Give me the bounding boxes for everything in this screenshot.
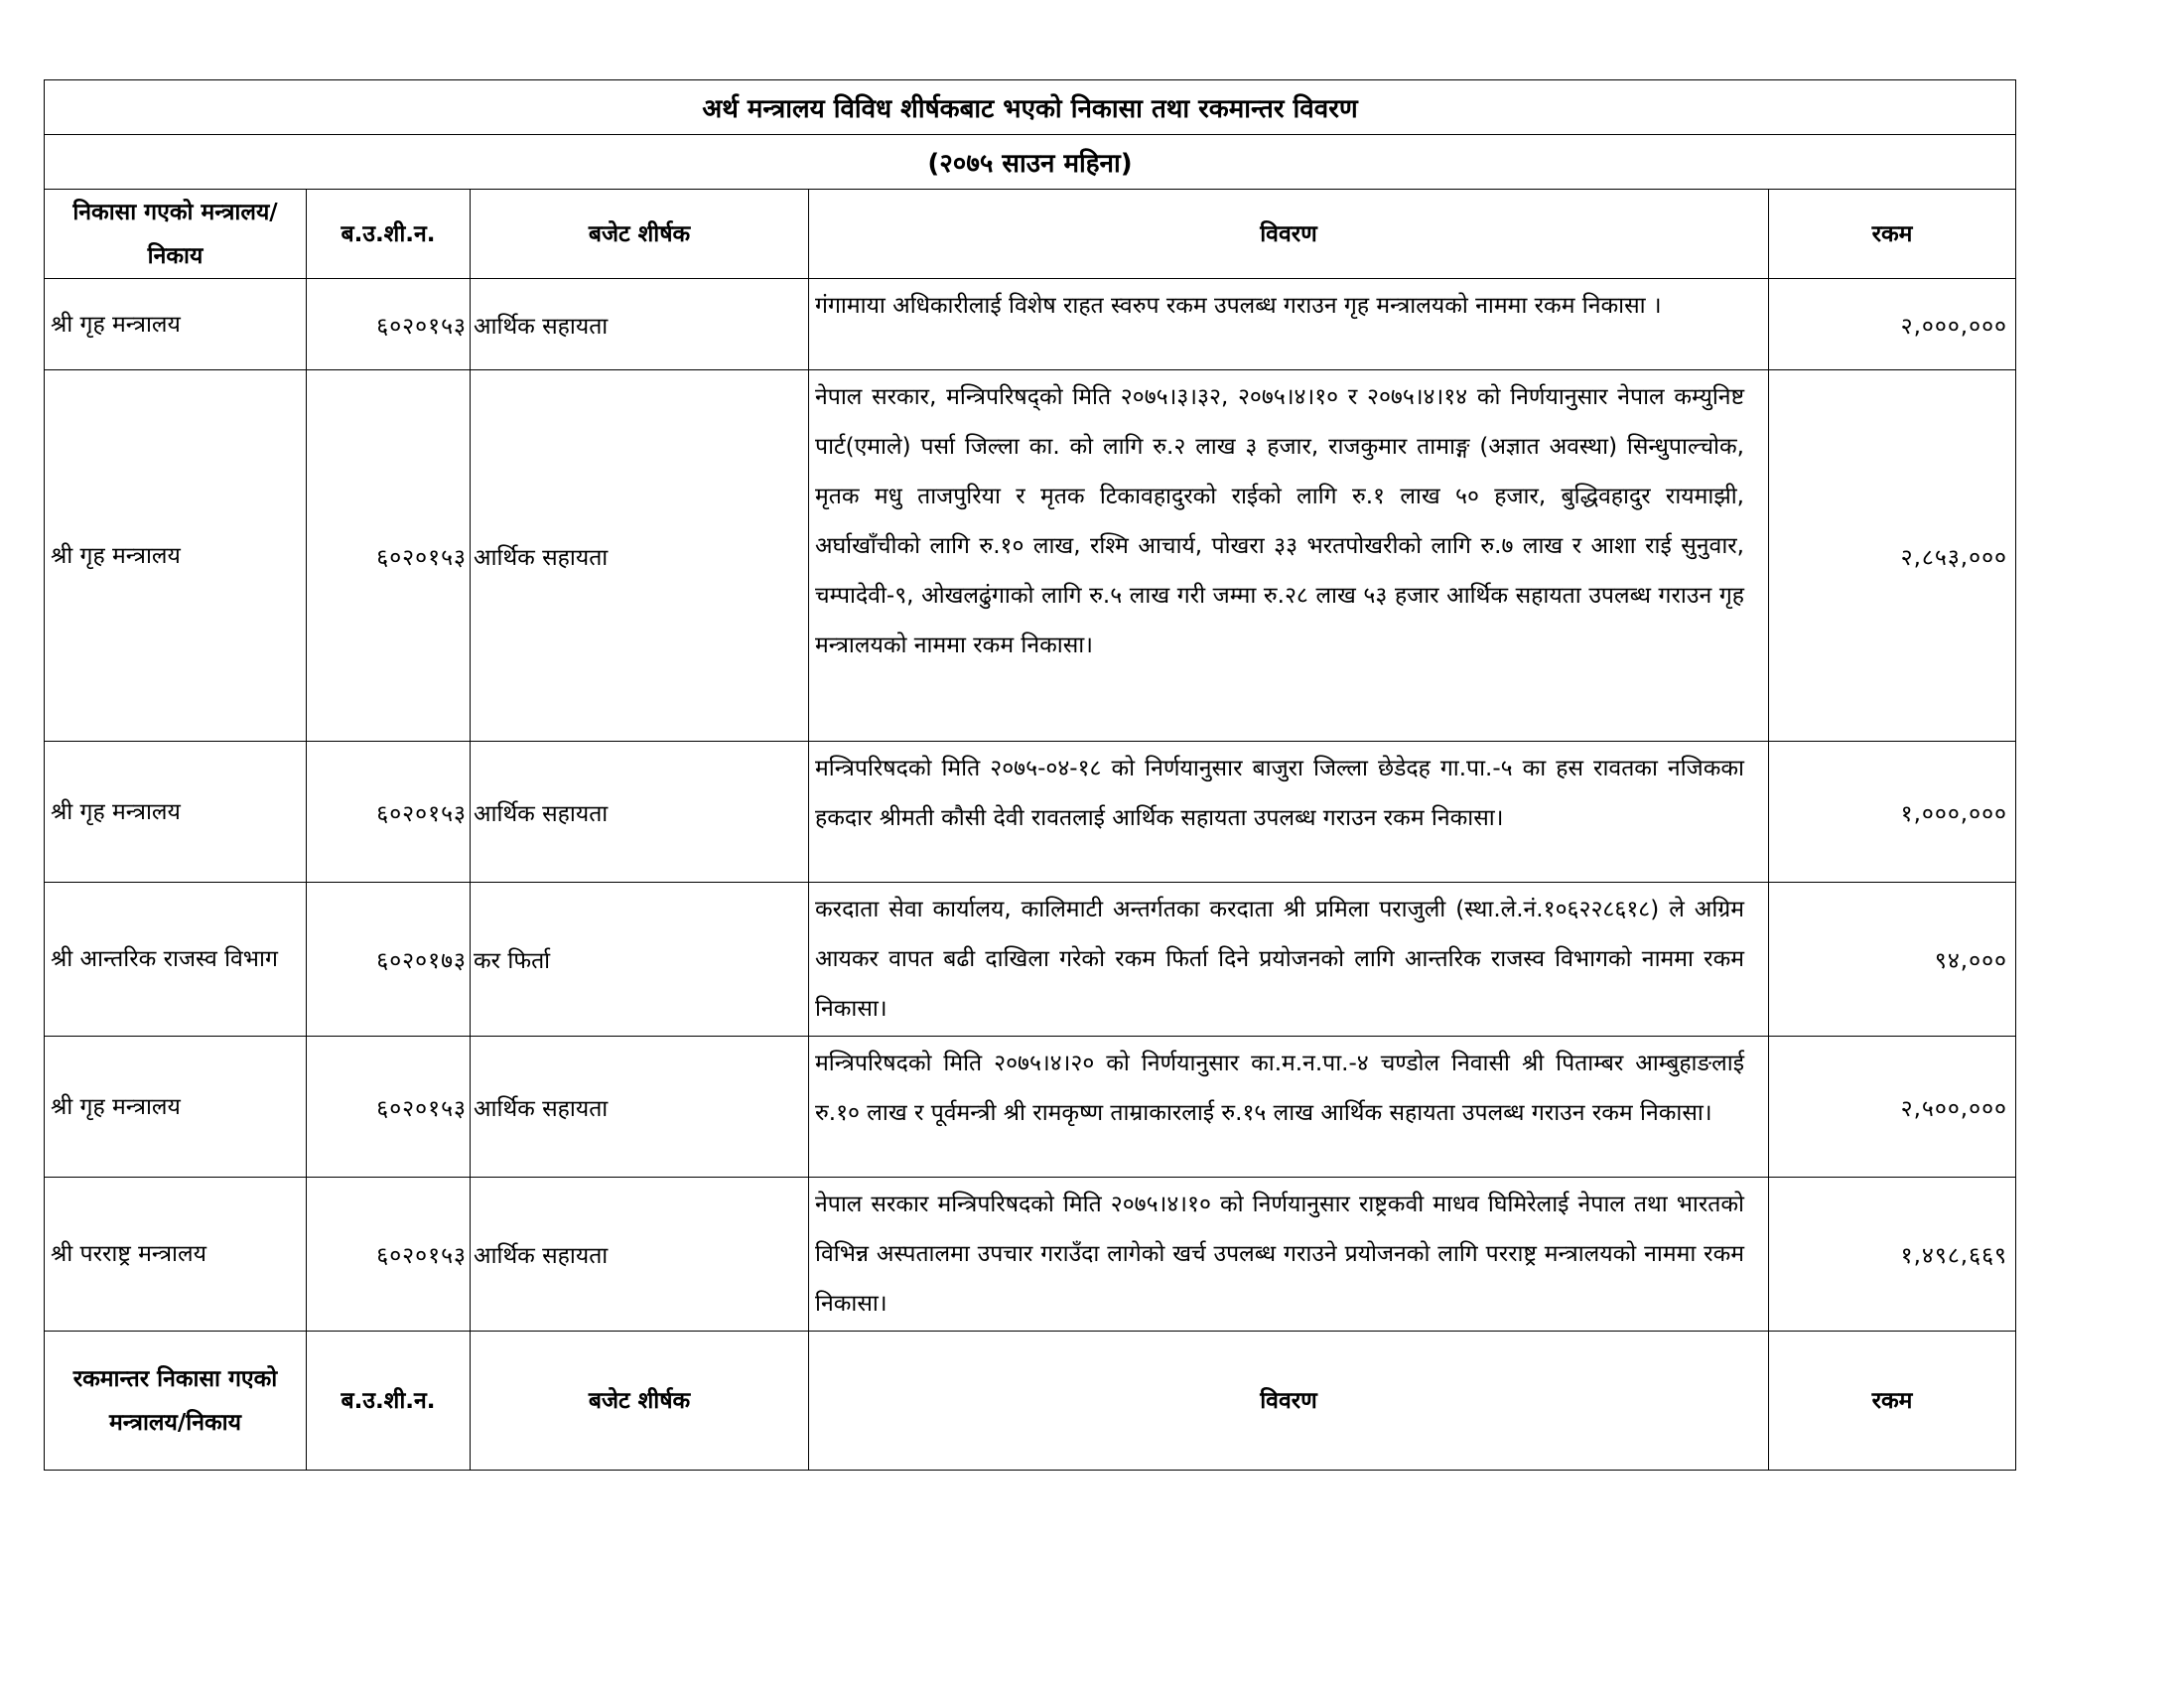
- table-row: [45, 279, 2016, 370]
- table-row: [45, 370, 2016, 742]
- header-row: [45, 190, 2016, 279]
- row-code-cell: ६०२०१५३: [307, 1178, 471, 1332]
- row-budget-cell: आर्थिक सहायता: [471, 1037, 809, 1178]
- header-description: विवरण: [809, 190, 1769, 279]
- table-body: [45, 80, 2016, 1471]
- row-description-cell: मन्त्रिपरिषदको मिति २०७५।४।२० को निर्णयानुसार का.म.न.पा.-४ चण्डोल निवासी श्री पिताम्बर आम्बुहाङलाई रु.१० लाख र पूर्वमन्त्री श्री रामकृष्ण ताम्राकारलाई रु.१५ लाख आर्थिक सहायता उपलब्ध गराउन रकम निकासा।: [809, 1037, 1769, 1178]
- row-office-cell: श्री गृह मन्त्रालय: [45, 279, 307, 370]
- row-description-cell: मन्त्रिपरिषदको मिति २०७५-०४-१८ को निर्णयानुसार बाजुरा जिल्ला छेडेदह गा.पा.-५ का हस रावतका नजिकका हकदार श्रीमती कौसी देवी रावतलाई आर्थिक सहायता उपलब्ध गराउन रकम निकासा।: [809, 742, 1769, 883]
- transfer-header-code: ब.उ.शी.न.: [307, 1332, 471, 1471]
- header-office: निकासा गएको मन्त्रालय/निकाय: [45, 190, 307, 279]
- row-office-cell: श्री गृह मन्त्रालय: [45, 742, 307, 883]
- transfer-header-row: [45, 1332, 2016, 1471]
- row-amount-cell: २,५००,०००: [1769, 1037, 2016, 1178]
- row-description-cell: नेपाल सरकार, मन्त्रिपरिषद्को मिति २०७५।३।३२, २०७५।४।१० र २०७५।४।१४ को निर्णयानुसार नेपाल कम्युनिष्ट पार्ट(एमाले) पर्सा जिल्ला का. को लागि रु.२ लाख ३ हजार, राजकुमार तामाङ्ग (अज्ञात अवस्था) सिन्धुपाल्चोक, मृतक मधु ताजपुरिया र मृतक टिकावहादुरको राईको लागि रु.१ लाख ५० हजार, बुद्धिवहादुर रायमाझी, अर्घाखाँचीको लागि रु.१० लाख, रश्मि आचार्य, पोखरा ३३ भरतपोखरीको लागि रु.७ लाख र आशा राई सुनुवार, चम्पादेवी-९, ओखलढुंगाको लागि रु.५ लाख गरी जम्मा रु.२८ लाख ५३ हजार आर्थिक सहायता उपलब्ध गराउन गृह मन्त्रालयको नाममा रकम निकासा।: [809, 370, 1769, 742]
- row-amount-cell: १,०००,०००: [1769, 742, 2016, 883]
- row-description-cell: नेपाल सरकार मन्त्रिपरिषदको मिति २०७५।४।१० को निर्णयानुसार राष्ट्रकवी माधव घिमिरेलाई नेपाल तथा भारतको विभिन्न अस्पतालमा उपचार गराउँदा लागेको खर्च उपलब्ध गराउने प्रयोजनको लागि परराष्ट्र मन्त्रालयको नाममा रकम निकासा।: [809, 1178, 1769, 1332]
- row-code-cell: ६०२०१५३: [307, 1037, 471, 1178]
- table-row: [45, 883, 2016, 1037]
- row-amount-cell: ९४,०००: [1769, 883, 2016, 1037]
- header-code: ब.उ.शी.न.: [307, 190, 471, 279]
- title-row: [45, 80, 2016, 135]
- row-code-cell: ६०२०१५३: [307, 370, 471, 742]
- row-amount-cell: १,४९८,६६९: [1769, 1178, 2016, 1332]
- row-amount-cell: २,०००,०००: [1769, 279, 2016, 370]
- header-budget: बजेट शीर्षक: [471, 190, 809, 279]
- row-budget-cell: आर्थिक सहायता: [471, 742, 809, 883]
- table-row: [45, 1178, 2016, 1332]
- transfer-header-office: रकमान्तर निकासा गएको मन्त्रालय/निकाय: [45, 1332, 307, 1471]
- transfer-header-budget: बजेट शीर्षक: [471, 1332, 809, 1471]
- row-office-cell: श्री परराष्ट्र मन्त्रालय: [45, 1178, 307, 1332]
- row-budget-cell: आर्थिक सहायता: [471, 279, 809, 370]
- transfer-header-amount: रकम: [1769, 1332, 2016, 1471]
- row-budget-cell: आर्थिक सहायता: [471, 1178, 809, 1332]
- table-row: [45, 742, 2016, 883]
- table-title: अर्थ मन्त्रालय विविध शीर्षकबाट भएको निकासा तथा रकमान्तर विवरण: [45, 80, 2016, 135]
- header-amount: रकम: [1769, 190, 2016, 279]
- row-amount-cell: २,८५३,०००: [1769, 370, 2016, 742]
- table-row: [45, 1037, 2016, 1178]
- disbursement-table: [44, 79, 2016, 1471]
- row-code-cell: ६०२०१५३: [307, 742, 471, 883]
- subtitle-row: [45, 135, 2016, 190]
- row-office-cell: श्री गृह मन्त्रालय: [45, 370, 307, 742]
- row-office-cell: श्री गृह मन्त्रालय: [45, 1037, 307, 1178]
- row-description-cell: गंगामाया अधिकारीलाई विशेष राहत स्वरुप रकम उपलब्ध गराउन गृह मन्त्रालयको नाममा रकम निकासा ।: [809, 279, 1769, 370]
- table-subtitle: (२०७५ साउन महिना): [45, 135, 2016, 190]
- row-budget-cell: आर्थिक सहायता: [471, 370, 809, 742]
- transfer-header-description: विवरण: [809, 1332, 1769, 1471]
- row-budget-cell: कर फिर्ता: [471, 883, 809, 1037]
- row-description-cell: करदाता सेवा कार्यालय, कालिमाटी अन्तर्गतका करदाता श्री प्रमिला पराजुली (स्था.ले.नं.१०६२२८६१८) ले अग्रिम आयकर वापत बढी दाखिला गरेको रकम फिर्ता दिने प्रयोजनको लागि आन्तरिक राजस्व विभागको नाममा रकम निकासा।: [809, 883, 1769, 1037]
- row-code-cell: ६०२०१५३: [307, 279, 471, 370]
- row-code-cell: ६०२०१७३: [307, 883, 471, 1037]
- row-office-cell: श्री आन्तरिक राजस्व विभाग: [45, 883, 307, 1037]
